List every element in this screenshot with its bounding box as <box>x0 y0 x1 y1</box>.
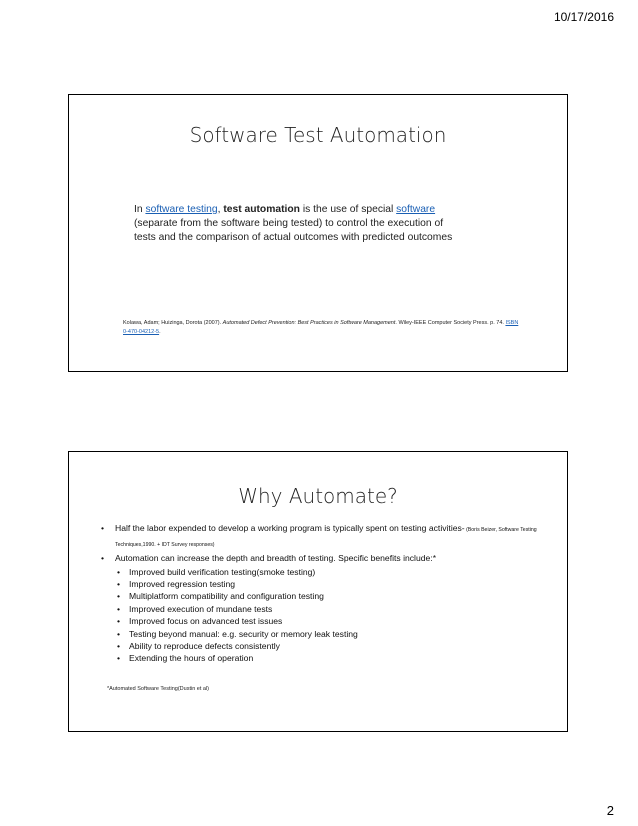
sub-bullet-text: Ability to reproduce defects consistently <box>129 640 280 651</box>
bullet-icon: • <box>117 628 121 639</box>
slide-software-test-automation <box>68 94 568 372</box>
software-link[interactable]: software <box>396 204 436 215</box>
bullet-icon: • <box>117 566 121 577</box>
list-item <box>117 603 551 615</box>
sub-bullet-text: Improved regression testing <box>129 578 236 589</box>
bullet-list <box>101 522 551 665</box>
slide-title: Why Automate? <box>238 484 398 508</box>
bullet-icon: • <box>117 578 121 589</box>
list-item <box>117 590 551 602</box>
slide-why-automate <box>68 451 568 732</box>
definition-part: In <box>134 204 146 215</box>
sub-bullet-text: Multiplatform compatibility and configuration testing <box>129 591 324 602</box>
bullet-icon: • <box>101 553 105 563</box>
sub-bullet-list <box>117 566 551 665</box>
list-item <box>117 615 551 627</box>
definition-text <box>134 203 464 245</box>
bullet-text: Automation can increase the depth and breadth of testing. Specific benefits include:* <box>115 553 437 563</box>
sub-bullet-text: Improved focus on advanced test issues <box>129 616 283 627</box>
bullet-note: (Boris Beizer, Software Testing Techniques,1990. + IDT Survey responses) <box>115 527 537 548</box>
software-testing-link[interactable]: software testing <box>145 204 218 215</box>
definition-term: test automation <box>223 204 300 215</box>
footnote: *Automated Software Testing(Dustin et al) <box>107 686 210 692</box>
list-item <box>117 628 551 640</box>
bullet-icon: • <box>117 640 121 651</box>
page-number: 2 <box>606 803 614 818</box>
isbn-number-link[interactable]: 0-470-04212-5 <box>123 329 160 335</box>
bullet-icon: • <box>117 591 121 602</box>
list-item <box>101 552 551 565</box>
bullet-icon: • <box>101 523 105 533</box>
bullet-icon: • <box>117 616 121 627</box>
list-item <box>101 522 551 551</box>
definition-part: (separate from the software being tested) to control the execution of tests and the comparison of actual outcomes with predicted outcomes <box>134 218 453 243</box>
list-item <box>117 652 551 664</box>
print-date: 10/17/2016 <box>553 10 614 24</box>
citation-book-title: Automated Defect Prevention: Best Practices in Software Management <box>222 320 396 326</box>
isbn-link[interactable]: ISBN <box>505 320 519 326</box>
list-item <box>117 578 551 590</box>
list-item <box>117 640 551 652</box>
bullet-icon: • <box>117 603 121 614</box>
sub-bullet-text: Improved build verification testing(smoke testing) <box>129 566 316 577</box>
definition-part: , <box>217 204 224 215</box>
bullet-text: Half the labor expended to develop a working program is typically spent on testing activities- <box>115 523 465 533</box>
citation-end: . <box>159 329 161 335</box>
list-item <box>117 566 551 578</box>
citation-authors: Kolawa, Adam; Huizinga, Dorota (2007). <box>123 320 223 326</box>
citation <box>123 319 523 337</box>
slide-title: Software Test Automation <box>189 123 447 147</box>
sub-bullet-text: Testing beyond manual: e.g. security or memory leak testing <box>129 628 358 639</box>
sub-bullet-text: Extending the hours of operation <box>129 653 254 664</box>
definition-part: is the use of special <box>299 204 397 215</box>
sub-bullet-text: Improved execution of mundane tests <box>129 603 273 614</box>
citation-publisher: . Wiley-IEEE Computer Society Press. p. 74. <box>395 320 506 326</box>
bullet-icon: • <box>117 653 121 664</box>
